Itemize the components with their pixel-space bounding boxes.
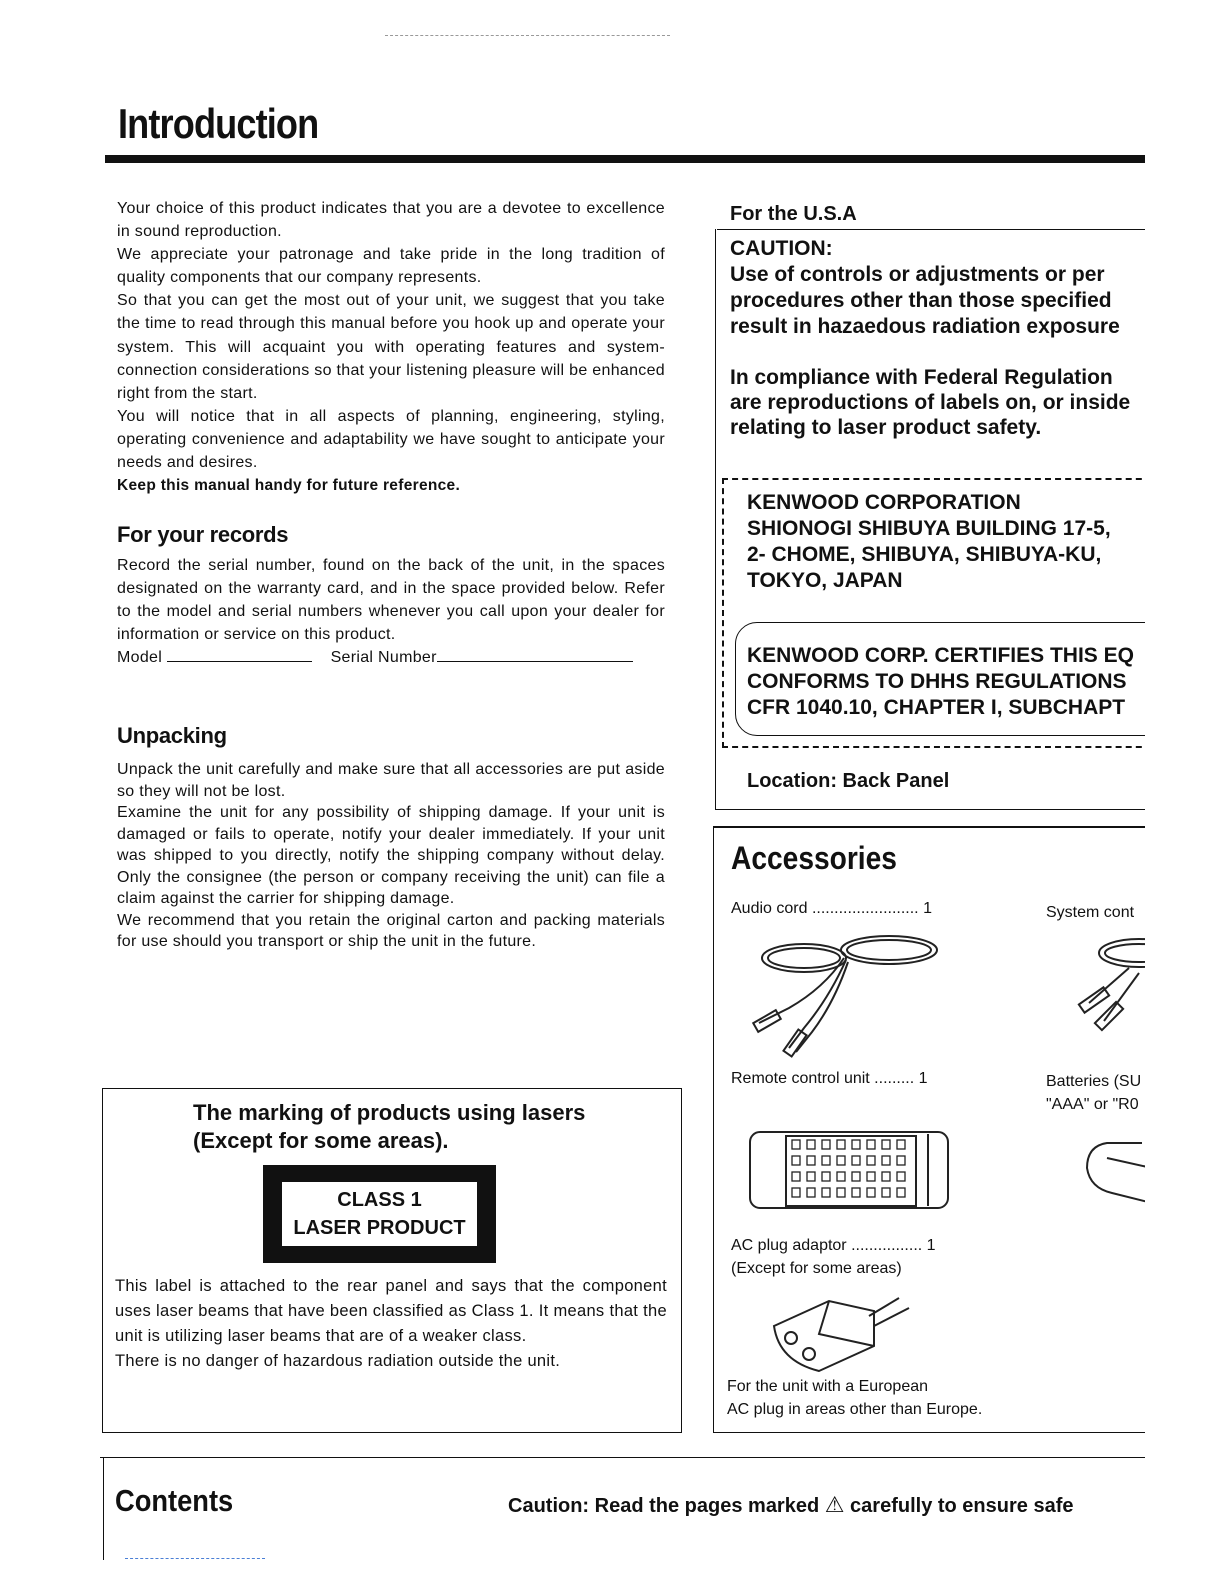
unpacking-paragraph: Examine the unit for any possibility of shipping damage. If your unit is damaged or fails to operate, notify your dealer immediately. If your unit was shipped to you directly, notify the shipping company without delay. Only the consignee (the person or company receiving the unit) can file a claim against the carrier for shipping damage.	[117, 804, 665, 907]
remote-button-icon	[882, 1140, 890, 1149]
compliance-line: are reproductions of labels on, or inside	[730, 391, 1131, 414]
unpacking-heading: Unpacking	[117, 723, 227, 748]
laser-title-line: The marking of products using lasers	[193, 1100, 586, 1125]
caution-text-post: carefully to ensure safe	[850, 1495, 1074, 1517]
remote-button-icon	[852, 1188, 860, 1197]
batteries-line: Batteries (SU	[1046, 1073, 1142, 1090]
address-block	[747, 490, 1111, 594]
compliance-line: relating to laser product safety.	[730, 416, 1042, 439]
address-line: 2- CHOME, SHIBUYA, SHIBUYA-KU,	[747, 543, 1102, 566]
remote-button-icon	[867, 1172, 875, 1181]
remote-button-icon	[792, 1188, 800, 1197]
contents-heading: Contents	[115, 1483, 234, 1518]
remote-button-icon	[852, 1156, 860, 1165]
remote-button-icon	[867, 1156, 875, 1165]
euro-line: AC plug in areas other than Europe.	[727, 1401, 983, 1418]
model-field[interactable]	[167, 661, 312, 662]
remote-button-icon	[837, 1172, 845, 1181]
records-section	[117, 523, 665, 670]
laser-paragraph: There is no danger of hazardous radiation outside the unit.	[115, 1352, 561, 1370]
compliance-line: In compliance with Federal Regulation	[730, 366, 1113, 389]
class-label-text: CLASS 1	[337, 1189, 422, 1211]
remote-button-icon	[897, 1156, 905, 1165]
caution-line: procedures other than those specified	[730, 289, 1112, 312]
label-reproduction	[700, 470, 1145, 760]
remote-button-icon	[882, 1172, 890, 1181]
remote-button-icon	[807, 1140, 815, 1149]
ac-plug-note: (Except for some areas)	[731, 1260, 902, 1277]
location-text: Location: Back Panel	[747, 770, 950, 792]
ac-plug-line: AC plug adaptor ................ 1	[731, 1237, 936, 1254]
address-line: SHIONOGI SHIBUYA BUILDING 17-5,	[747, 517, 1111, 540]
title-rule	[105, 155, 1145, 163]
serial-field[interactable]	[437, 661, 633, 662]
page-title: Introduction	[118, 100, 319, 147]
euro-line: For the unit with a European	[727, 1378, 929, 1395]
class-label-text: LASER PRODUCT	[293, 1217, 466, 1239]
intro-paragraph: So that you can get the most out of your unit, we suggest that you take the time to read through this manual before you hook up and operate your system. This will acquaint you with operating features and system-connection considerations so that your listening pleasure will be enhanced right from the start.	[117, 292, 665, 402]
unpacking-section	[117, 723, 665, 953]
remote-button-icon	[867, 1140, 875, 1149]
compliance-text	[730, 365, 1145, 440]
remote-button-icon	[882, 1188, 890, 1197]
caution-line: result in hazaedous radiation exposure	[730, 315, 1120, 338]
remote-button-icon	[807, 1172, 815, 1181]
remote-button-icon	[807, 1156, 815, 1165]
laser-title	[193, 1099, 585, 1155]
remote-button-icon	[852, 1172, 860, 1181]
top-dashed-line	[385, 35, 670, 36]
caution-line: CAUTION:	[730, 237, 833, 260]
remote-button-icon	[897, 1188, 905, 1197]
bottom-link-line	[125, 1558, 265, 1559]
batteries-icon	[1082, 1138, 1145, 1208]
laser-marking-box	[102, 1088, 682, 1433]
european-plug-note	[727, 1375, 982, 1421]
intro-paragraph: You will notice that in all aspects of planning, engineering, styling, operating convenience and adaptability we have sought to anticipate your needs and desires.	[117, 407, 665, 472]
address-line: TOKYO, JAPAN	[747, 569, 903, 592]
ac-plug-adaptor-icon	[769, 1286, 919, 1376]
certify-line: CONFORMS TO DHHS REGULATIONS	[747, 670, 1127, 693]
keep-manual-note: Keep this manual handy for future reference.	[117, 477, 461, 495]
caution-text-pre: Caution: Read the pages marked	[508, 1495, 820, 1517]
system-cord-label: System cont	[1046, 904, 1135, 921]
intro-paragraph: Your choice of this product indicates that you are a devotee to excellence in sound reproduction.	[117, 200, 665, 241]
remote-button-icon	[792, 1140, 800, 1149]
usa-heading: For the U.S.A	[730, 203, 857, 225]
remote-button-icon	[807, 1188, 815, 1197]
laser-description	[115, 1274, 667, 1374]
intro-paragraph: We appreciate your patronage and take pride in the long tradition of quality components that our company represents.	[117, 246, 665, 287]
certify-line: KENWOOD CORP. CERTIFIES THIS EQ	[747, 644, 1134, 667]
remote-button-icon	[822, 1172, 830, 1181]
contents-side-rule	[103, 1457, 104, 1560]
unpacking-paragraph: We recommend that you retain the original carton and packing materials for use should you transport or ship the unit in the future.	[117, 911, 665, 950]
unpacking-paragraph: Unpack the unit carefully and make sure that all accessories are put aside so they will not be lost.	[117, 761, 665, 800]
contents-rule	[100, 1457, 1145, 1458]
warning-triangle-icon: ⚠	[824, 1492, 845, 1517]
caution-text	[730, 236, 1145, 340]
serial-label: Serial Number	[330, 649, 437, 667]
ac-plug-label	[731, 1234, 936, 1280]
laser-title-line: (Except for some areas).	[193, 1128, 449, 1153]
remote-button-icon	[837, 1140, 845, 1149]
accessories-heading: Accessories	[731, 840, 897, 876]
laser-paragraph: This label is attached to the rear panel and says that the component uses laser beams that have been classified as Class 1. It means that the unit is utilizing laser beams that are of a weaker class.	[115, 1277, 667, 1345]
remote-button-icon	[837, 1156, 845, 1165]
class1-laser-label	[263, 1165, 496, 1263]
audio-cord-label: Audio cord ........................ 1	[731, 900, 932, 917]
address-line: KENWOOD CORPORATION	[747, 491, 1021, 514]
remote-button-icon	[897, 1140, 905, 1149]
caution-line: Use of controls or adjustments or per	[730, 263, 1105, 286]
accessories-box	[713, 826, 1145, 1433]
remote-button-icon	[822, 1140, 830, 1149]
remote-button-icon	[882, 1156, 890, 1165]
certify-line: CFR 1040.10, CHAPTER I, SUBCHAPT	[747, 696, 1126, 719]
audio-cord-icon	[744, 928, 944, 1058]
model-label: Model	[117, 649, 163, 667]
remote-button-icon	[822, 1188, 830, 1197]
remote-button-icon	[897, 1172, 905, 1181]
remote-button-icon	[792, 1156, 800, 1165]
batteries-label	[1046, 1070, 1141, 1116]
intro-section	[117, 197, 665, 497]
remote-button-icon	[837, 1188, 845, 1197]
records-heading: For your records	[117, 522, 289, 547]
batteries-line: "AAA" or "R0	[1046, 1096, 1139, 1113]
remote-button-icon	[792, 1172, 800, 1181]
remote-control-icon	[748, 1130, 952, 1212]
remote-button-icon	[852, 1140, 860, 1149]
remote-button-icon	[822, 1156, 830, 1165]
remote-button-icon	[867, 1188, 875, 1197]
records-text: Record the serial number, found on the back of the unit, in the spaces designated on the warranty card, and in the space provided below. Refer to the model and serial numbers whenever you call upon your dealer for information or service on this product.	[117, 557, 665, 644]
footer-caution	[508, 1492, 1145, 1518]
certification-block	[747, 643, 1134, 721]
remote-label: Remote control unit ......... 1	[731, 1070, 928, 1087]
system-control-cord-icon	[1069, 933, 1145, 1033]
